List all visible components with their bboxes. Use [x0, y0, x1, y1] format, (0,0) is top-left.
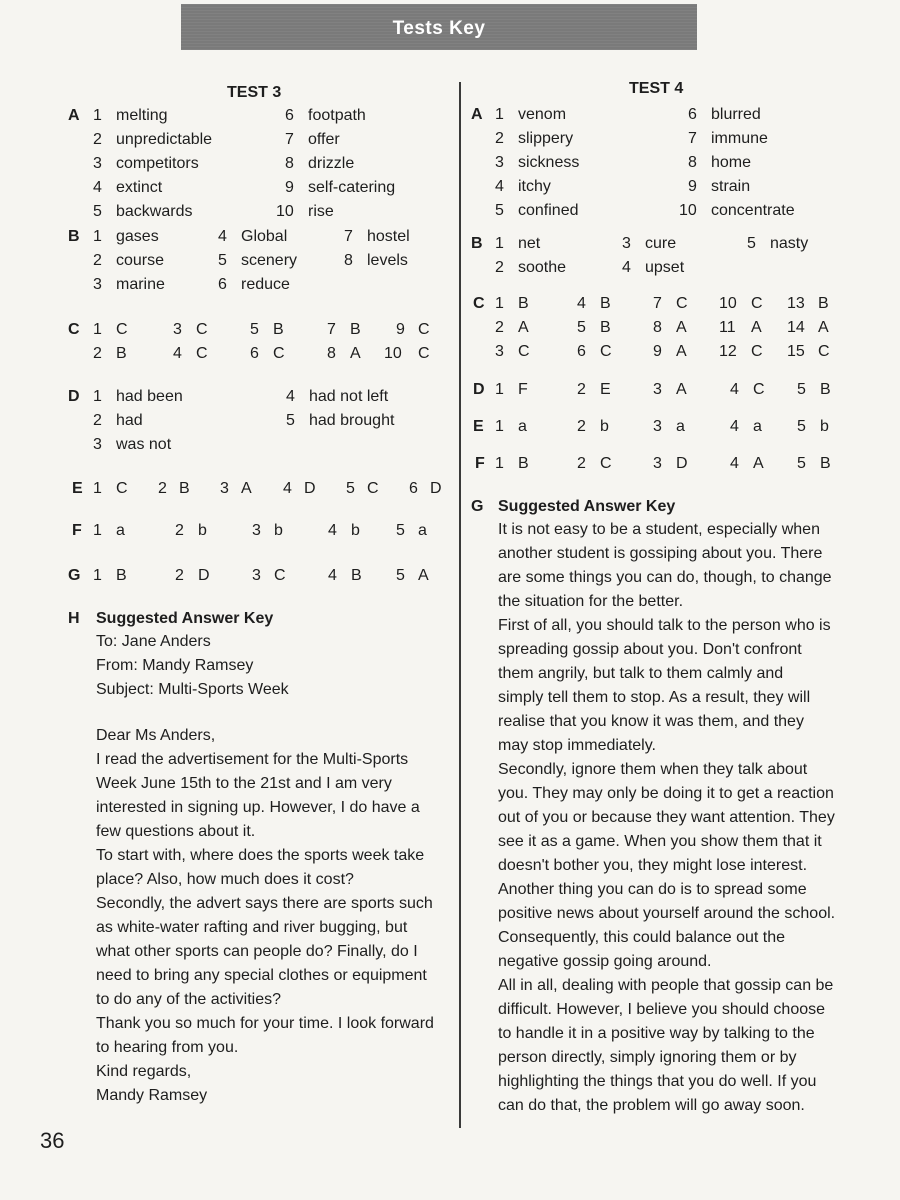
answer-value: D — [198, 567, 210, 584]
test4-section-a-label: A — [471, 106, 483, 123]
answer-value: A — [418, 567, 429, 584]
answer-number: 5 — [495, 202, 504, 219]
answer-value: A — [350, 345, 361, 362]
answer-number: 4 — [328, 567, 337, 584]
answer-value: B — [179, 480, 190, 497]
letter-line: Week June 15th to the 21st and I am very — [96, 775, 392, 792]
answer-value: a — [676, 418, 685, 435]
test4-section-d-label: D — [473, 381, 485, 398]
essay-line: All in all, dealing with people that gossip can be — [498, 977, 834, 994]
essay-line: highlighting the things that you do well. If you — [498, 1073, 817, 1090]
answer-value: A — [676, 319, 687, 336]
test3-title: TEST 3 — [227, 84, 282, 101]
answer-number: 2 — [495, 130, 504, 147]
answer-value: A — [676, 381, 687, 398]
letter-line: Kind regards, — [96, 1063, 192, 1080]
letter-line: what other sports can people do? Finally, do I — [96, 943, 418, 960]
answer-value: blurred — [711, 106, 761, 123]
answer-number: 1 — [93, 388, 102, 405]
essay-line: person directly, simply ignoring them or by — [498, 1049, 797, 1066]
answer-number: 3 — [495, 343, 504, 360]
answer-number: 5 — [286, 412, 295, 429]
answer-value: was not — [116, 436, 172, 453]
essay-line: Consequently, this could balance out the — [498, 929, 786, 946]
answer-value: B — [820, 381, 831, 398]
answer-number: 4 — [283, 480, 292, 497]
essay-line: another student is gossiping about you. There — [498, 545, 823, 562]
essay-line: spreading gossip about you. Don't confront — [498, 641, 802, 658]
answer-number: 4 — [577, 295, 586, 312]
answer-value: offer — [308, 131, 340, 148]
answer-number: 1 — [93, 480, 102, 497]
answer-value: C — [116, 321, 128, 338]
test4-section-c-label: C — [473, 295, 485, 312]
answer-value: C — [600, 343, 612, 360]
answer-number: 1 — [495, 381, 504, 398]
answer-number: 4 — [730, 381, 739, 398]
answer-value: B — [116, 345, 127, 362]
answer-number: 5 — [218, 252, 227, 269]
answer-value: itchy — [518, 178, 551, 195]
column-divider — [459, 82, 461, 1128]
answer-value: hostel — [367, 228, 410, 245]
answer-number: 3 — [93, 436, 102, 453]
letter-line: To start with, where does the sports week take — [96, 847, 425, 864]
answer-value: C — [818, 343, 830, 360]
answer-number: 9 — [396, 321, 405, 338]
answer-number: 5 — [797, 455, 806, 472]
essay-line: doesn't bother you, they might lose interest. — [498, 857, 808, 874]
answer-number: 3 — [653, 381, 662, 398]
answer-number: 10 — [719, 295, 737, 312]
letter-line: Secondly, the advert says there are sports such — [96, 895, 433, 912]
answer-number: 5 — [747, 235, 756, 252]
answer-number: 1 — [93, 522, 102, 539]
letter-line: interested in signing up. However, I do have a — [96, 799, 420, 816]
answer-value: b — [820, 418, 829, 435]
answer-number: 10 — [384, 345, 402, 362]
answer-number: 1 — [93, 567, 102, 584]
answer-number: 5 — [577, 319, 586, 336]
answer-number: 4 — [173, 345, 182, 362]
answer-value: C — [418, 345, 430, 362]
answer-number: 10 — [276, 203, 294, 220]
test4-section-g-label: G — [471, 498, 484, 515]
answer-value: C — [273, 345, 285, 362]
answer-value: footpath — [308, 107, 366, 124]
letter-line: need to bring any special clothes or equipment — [96, 967, 427, 984]
answer-value: C — [418, 321, 430, 338]
test3-section-d-label: D — [68, 388, 80, 405]
answer-value: D — [430, 480, 442, 497]
answer-value: self-catering — [308, 179, 396, 196]
letter-line: Subject: Multi-Sports Week — [96, 681, 289, 698]
answer-value: B — [350, 321, 361, 338]
page-number: 36 — [40, 1128, 65, 1153]
answer-number: 3 — [622, 235, 631, 252]
answer-number: 3 — [220, 480, 229, 497]
essay-line: see it as a game. When you show them that it — [498, 833, 822, 850]
answer-number: 1 — [93, 228, 102, 245]
answer-value: reduce — [241, 276, 290, 293]
essay-line: the situation for the better. — [498, 593, 684, 610]
answer-value: rise — [308, 203, 334, 220]
answer-number: 6 — [409, 480, 418, 497]
answer-number: 2 — [175, 567, 184, 584]
answer-number: 7 — [688, 130, 697, 147]
letter-line: to do any of the activities? — [96, 991, 281, 1008]
answer-number: 8 — [344, 252, 353, 269]
answer-value: competitors — [116, 155, 199, 172]
answer-number: 3 — [173, 321, 182, 338]
letter-line: Thank you so much for your time. I look forward — [96, 1015, 434, 1032]
answer-number: 3 — [252, 567, 261, 584]
header-banner — [181, 4, 697, 50]
test3-section-h-label: H — [68, 610, 80, 627]
answer-value: D — [304, 480, 316, 497]
essay-line: difficult. However, I believe you should choose — [498, 1001, 826, 1018]
answer-number: 9 — [653, 343, 662, 360]
answer-value: C — [196, 321, 208, 338]
answer-value: course — [116, 252, 165, 269]
essay-line: to handle it in a positive way by talking to the — [498, 1025, 815, 1042]
answer-value: net — [518, 235, 541, 252]
answer-number: 6 — [285, 107, 294, 124]
answer-number: 5 — [396, 522, 405, 539]
answer-number: 7 — [327, 321, 336, 338]
answer-number: 2 — [93, 345, 102, 362]
letter-line: to hearing from you. — [96, 1039, 239, 1056]
answer-number: 2 — [577, 381, 586, 398]
essay-line: you. They may only be doing it to get a reaction — [498, 785, 834, 802]
letter-line: place? Also, how much does it cost? — [96, 871, 354, 888]
answer-value: B — [600, 295, 611, 312]
answer-number: 4 — [730, 418, 739, 435]
answer-value: Global — [241, 228, 288, 245]
answer-value: backwards — [116, 203, 193, 220]
test4-section-e-label: E — [473, 418, 484, 435]
essay-line: simply tell them to stop. As a result, they will — [498, 689, 811, 706]
answer-value: slippery — [518, 130, 574, 147]
essay-line: Secondly, ignore them when they talk about — [498, 761, 808, 778]
test3-section-e-label: E — [72, 480, 83, 497]
answer-value: E — [600, 381, 611, 398]
answer-value: venom — [518, 106, 567, 123]
answer-value: C — [751, 295, 763, 312]
answer-value: C — [518, 343, 530, 360]
answer-value: A — [751, 319, 762, 336]
answer-value: C — [116, 480, 128, 497]
answer-value: melting — [116, 107, 168, 124]
answer-number: 9 — [285, 179, 294, 196]
answer-value: A — [753, 455, 764, 472]
letter-line: Dear Ms Anders, — [96, 727, 216, 744]
essay-line: out of you or because they want attention. They — [498, 809, 835, 826]
answer-number: 13 — [787, 295, 805, 312]
answer-number: 4 — [495, 178, 504, 195]
answer-value: b — [198, 522, 207, 539]
answer-value: b — [351, 522, 360, 539]
letter-line: From: Mandy Ramsey — [96, 657, 254, 674]
answer-value: C — [676, 295, 688, 312]
answer-number: 6 — [218, 276, 227, 293]
test4-section-g-title: Suggested Answer Key — [498, 498, 676, 515]
answer-value: a — [518, 418, 527, 435]
answer-value: A — [518, 319, 529, 336]
answer-value: strain — [711, 178, 751, 195]
answer-number: 1 — [495, 106, 504, 123]
answer-value: confined — [518, 202, 579, 219]
answer-value: B — [820, 455, 831, 472]
test3-section-f-label: F — [72, 522, 82, 539]
answer-value: home — [711, 154, 752, 171]
essay-line: them angrily, but talk to them calmly and — [498, 665, 784, 682]
essay-line: negative gossip going around. — [498, 953, 712, 970]
answer-value: C — [274, 567, 286, 584]
answer-number: 2 — [495, 259, 504, 276]
answer-number: 5 — [797, 381, 806, 398]
answer-value: soothe — [518, 259, 567, 276]
answer-number: 7 — [285, 131, 294, 148]
answer-value: unpredictable — [116, 131, 213, 148]
answer-value: cure — [645, 235, 677, 252]
answer-number: 2 — [175, 522, 184, 539]
answer-number: 3 — [93, 155, 102, 172]
essay-line: realise that you know it was them, and they — [498, 713, 804, 730]
answer-value: b — [600, 418, 609, 435]
test3-section-h-title: Suggested Answer Key — [96, 610, 274, 627]
answer-number: 12 — [719, 343, 737, 360]
answer-number: 6 — [688, 106, 697, 123]
answer-number: 1 — [93, 107, 102, 124]
answer-value: C — [600, 455, 612, 472]
essay-line: are some things you can do, though, to change — [498, 569, 832, 586]
answer-number: 5 — [93, 203, 102, 220]
answer-value: levels — [367, 252, 408, 269]
answer-value: A — [676, 343, 687, 360]
answer-number: 8 — [688, 154, 697, 171]
answer-value: had — [116, 412, 143, 429]
answer-number: 4 — [286, 388, 295, 405]
answer-number: 1 — [93, 321, 102, 338]
answer-number: 8 — [285, 155, 294, 172]
answer-number: 5 — [250, 321, 259, 338]
answer-value: marine — [116, 276, 165, 293]
answer-value: nasty — [770, 235, 809, 252]
answer-number: 2 — [495, 319, 504, 336]
essay-line: Another thing you can do is to spread some — [498, 881, 807, 898]
test4-section-f-label: F — [475, 455, 485, 472]
answer-number: 3 — [252, 522, 261, 539]
page-title: Tests Key — [392, 18, 486, 39]
answer-number: 3 — [93, 276, 102, 293]
answer-value: a — [116, 522, 125, 539]
answer-number: 2 — [577, 418, 586, 435]
test3-section-b-label: B — [68, 228, 80, 245]
answer-value: B — [351, 567, 362, 584]
answer-number: 6 — [577, 343, 586, 360]
answer-number: 4 — [328, 522, 337, 539]
answer-number: 2 — [93, 131, 102, 148]
answer-number: 2 — [577, 455, 586, 472]
answer-number: 2 — [158, 480, 167, 497]
answer-number: 6 — [250, 345, 259, 362]
answer-value: F — [518, 381, 528, 398]
answer-number: 10 — [679, 202, 697, 219]
answer-value: had been — [116, 388, 183, 405]
test3-section-c-label: C — [68, 321, 80, 338]
answer-value: had not left — [309, 388, 389, 405]
answer-value: gases — [116, 228, 159, 245]
answer-value: had brought — [309, 412, 395, 429]
answer-number: 1 — [495, 295, 504, 312]
answer-number: 8 — [327, 345, 336, 362]
answer-number: 3 — [653, 455, 662, 472]
answer-value: A — [818, 319, 829, 336]
answer-number: 3 — [495, 154, 504, 171]
answer-value: D — [676, 455, 688, 472]
essay-line: can do that, the problem will go away soon. — [498, 1097, 805, 1114]
answer-value: scenery — [241, 252, 298, 269]
answer-value: B — [600, 319, 611, 336]
answer-value: B — [116, 567, 127, 584]
answer-value: C — [751, 343, 763, 360]
answer-value: a — [418, 522, 427, 539]
answer-value: a — [753, 418, 762, 435]
answer-number: 4 — [622, 259, 631, 276]
letter-line: To: Jane Anders — [96, 633, 211, 650]
answer-value: A — [241, 480, 252, 497]
answer-number: 7 — [653, 295, 662, 312]
answer-number: 5 — [346, 480, 355, 497]
answer-number: 1 — [495, 235, 504, 252]
essay-line: First of all, you should talk to the person who is — [498, 617, 831, 634]
letter-line: as white-water rafting and river bugging, but — [96, 919, 408, 936]
answer-number: 8 — [653, 319, 662, 336]
answer-value: B — [818, 295, 829, 312]
test3-section-a-label: A — [68, 107, 80, 124]
answer-value: C — [753, 381, 765, 398]
test4-section-b-label: B — [471, 235, 483, 252]
answer-value: C — [196, 345, 208, 362]
letter-line: I read the advertisement for the Multi-Sports — [96, 751, 409, 768]
answer-number: 7 — [344, 228, 353, 245]
essay-line: It is not easy to be a student, especially when — [498, 521, 820, 538]
essay-line: positive news about yourself around the school. — [498, 905, 836, 922]
answer-value: immune — [711, 130, 768, 147]
essay-line: may stop immediately. — [498, 737, 656, 754]
answer-value: B — [518, 455, 529, 472]
answer-value: B — [273, 321, 284, 338]
letter-line: Mandy Ramsey — [96, 1087, 208, 1104]
answer-number: 11 — [719, 319, 736, 336]
answer-number: 14 — [787, 319, 805, 336]
answer-number: 5 — [396, 567, 405, 584]
answer-value: sickness — [518, 154, 580, 171]
answer-number: 4 — [730, 455, 739, 472]
answer-value: C — [367, 480, 379, 497]
answer-number: 2 — [93, 252, 102, 269]
test4-title: TEST 4 — [629, 80, 684, 97]
answer-number: 15 — [787, 343, 805, 360]
answer-value: b — [274, 522, 283, 539]
answer-number: 5 — [797, 418, 806, 435]
answer-value: B — [518, 295, 529, 312]
answer-number: 1 — [495, 418, 504, 435]
answer-number: 4 — [93, 179, 102, 196]
answer-number: 9 — [688, 178, 697, 195]
answer-number: 4 — [218, 228, 227, 245]
answer-value: concentrate — [711, 202, 795, 219]
test3-section-g-label: G — [68, 567, 81, 584]
answer-value: drizzle — [308, 155, 355, 172]
answer-number: 1 — [495, 455, 504, 472]
answer-number: 2 — [93, 412, 102, 429]
answer-value: upset — [645, 259, 685, 276]
answer-number: 3 — [653, 418, 662, 435]
letter-line: few questions about it. — [96, 823, 256, 840]
answer-value: extinct — [116, 179, 163, 196]
